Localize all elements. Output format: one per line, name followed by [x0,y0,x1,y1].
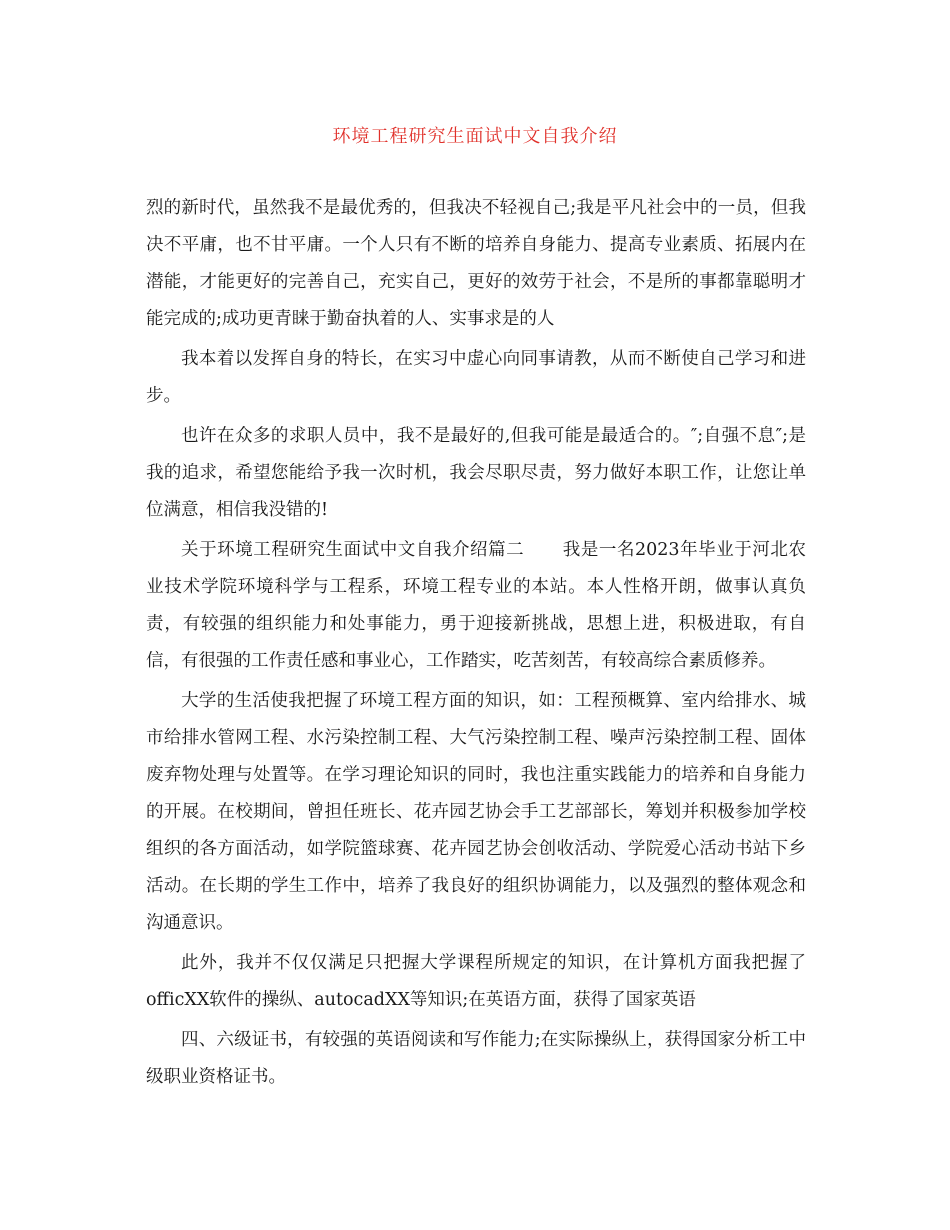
paragraph-5: 大学的生活使我把握了环境工程方面的知识，如：工程预概算、室内给排水、城市给排水管网工程、水污染控制工程、大气污染控制工程、噪声污染控制工程、固体废弃物处理与处置等。在学习理论知识的同时，我也注重实践能力的培养和自身能力的开展。在校期间，曾担任班长、花卉园艺协会手工艺部部长，筹划并积极参加学校组织的各方面活动，如学院篮球赛、花卉园艺协会创收活动、学院爱心活动书站下乡活动。在长期的学生工作中，培养了我良好的组织协调能力，以及强烈的整体观念和沟通意识。 [146,691,806,933]
section2-heading: 关于环境工程研究生面试中文自我介绍篇二 [181,540,525,560]
paragraph-3: 也许在众多的求职人员中，我不是最好的,但我可能是最适合的。″;自强不息″;是我的追求，希望您能给予我一次时机，我会尽职尽责，努力做好本职工作，让您让单位满意，相信我没错的! [146,426,806,520]
paragraph-7: 四、六级证书，有较强的英语阅读和写作能力;在实际操纵上，获得国家分析工中级职业资格证书。 [146,1030,806,1087]
paragraph-1: 烈的新时代，虽然我不是最优秀的，但我决不轻视自己;我是平凡社会中的一员，但我决不平庸，也不甘平庸。一个人只有不断的培养自身能力、提高专业素质、拓展内在潜能，才能更好的完善自己，充实自己，更好的效劳于社会，不是所的事都靠聪明才能完成的;成功更青睐于勤奋执着的人、实事求是的人 [146,198,806,329]
section2-intro: 我是一名2023年毕业于河北农业技术学院环境科学与工程系，环境工程专业的本站。本人性格开朗，做事认真负责，有较强的组织能力和处事能力，勇于迎接新挑战，思想上进，积极进取，有自信，有很强的工作责任感和事业心，工作踏实，吃苦刻苦，有较高综合素质修养。 [146,540,806,671]
document-body [146,190,806,1099]
paragraph-2: 我本着以发挥自身的特长，在实习中虚心向同事请教，从而不断使自己学习和进步。 [146,349,806,406]
paragraph-section2 [146,532,806,680]
document-title: 环境工程研究生面试中文自我介绍 [332,126,618,147]
paragraph-6: 此外，我并不仅仅满足只把握大学课程所规定的知识，在计算机方面我把握了officXX软件的操纵、autocadXX等知识;在英语方面，获得了国家英语 [146,953,806,1010]
